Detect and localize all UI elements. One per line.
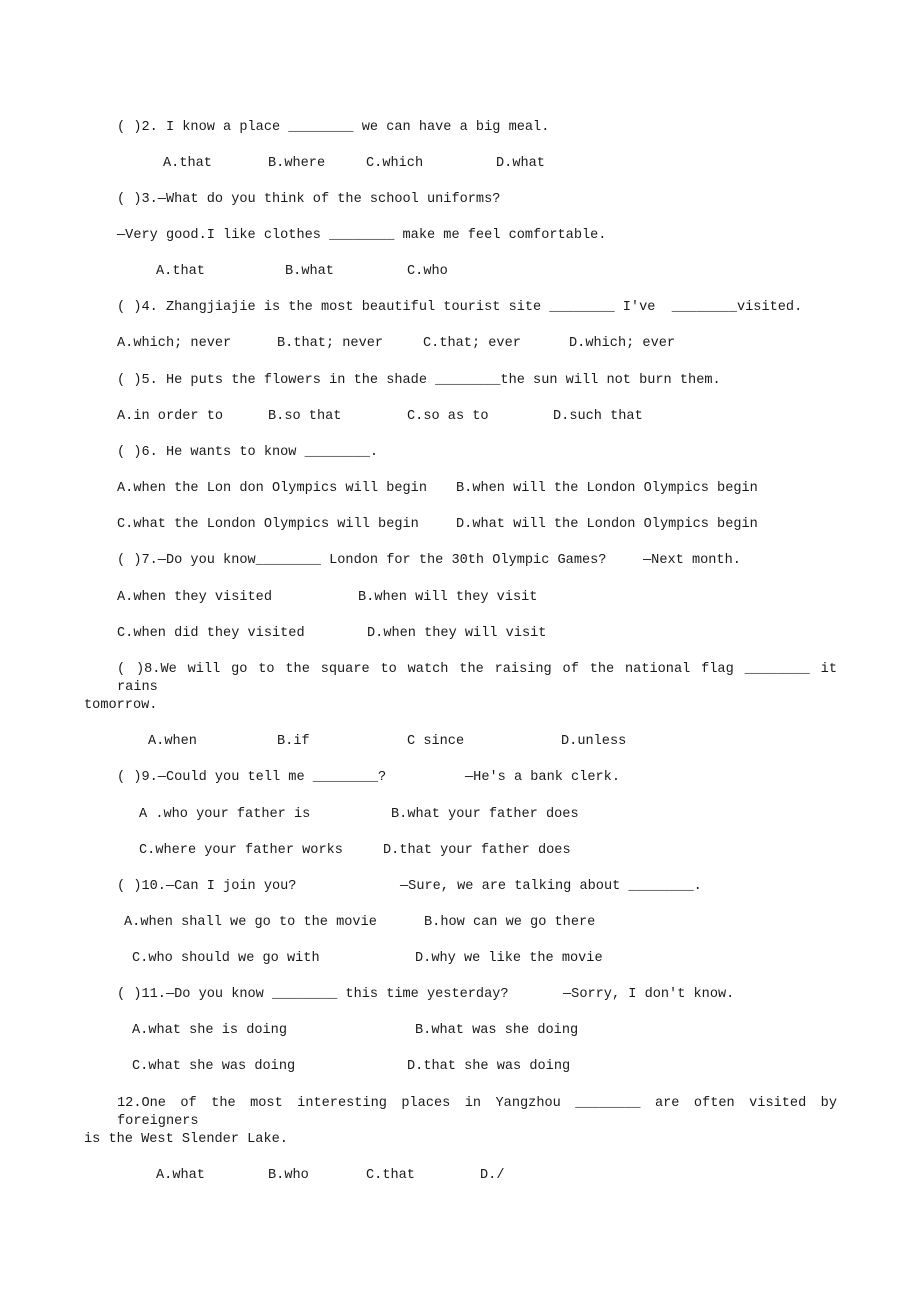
option-b: B.what [285, 264, 334, 279]
option-c: C.what the London Olympics will begin [117, 517, 419, 532]
option-b: B.if [277, 734, 310, 749]
option-d: D.what will the London Olympics begin [456, 517, 758, 532]
option-d: D.such that [553, 409, 643, 424]
question-reply: —Sorry, I don't know. [563, 987, 735, 1002]
question-stem: ( )2. I know a place ________ we can have a big meal. [117, 120, 550, 135]
question-stem: ( )5. He puts the flowers in the shade ________the sun will not burn them. [117, 373, 721, 388]
option-a: A.in order to [117, 409, 224, 424]
option-c: C.when did they visited [117, 626, 305, 641]
option-a: A.what [156, 1168, 205, 1183]
option-d: D.why we like the movie [415, 951, 603, 966]
option-d: D.what [496, 156, 545, 171]
option-a: A.that [163, 156, 212, 171]
option-b: B.what was she doing [415, 1023, 579, 1038]
question-stem: ( )10.—Can I join you? [117, 879, 297, 894]
option-d: D.which; ever [569, 336, 676, 351]
question-stem: 12.One of the most interesting places in Yangzhou ________ are often visited by foreigners [117, 1096, 837, 1129]
option-c: C.where your father works [139, 843, 343, 858]
question-stem: ( )3.—What do you think of the school uniforms? [117, 192, 501, 207]
option-a: A.which; never [117, 336, 232, 351]
question-reply: —Sure, we are talking about ________. [400, 879, 702, 894]
option-a: A.what she is doing [132, 1023, 287, 1038]
option-c: C.that; ever [423, 336, 521, 351]
option-b: B.when will the London Olympics begin [456, 481, 758, 496]
question-stem: ( )6. He wants to know ________. [117, 445, 379, 460]
option-c: C.which [366, 156, 424, 171]
option-b: B.so that [268, 409, 342, 424]
option-b: B.that; never [277, 336, 384, 351]
option-d: D.that she was doing [407, 1059, 571, 1074]
option-c: C.what she was doing [132, 1059, 296, 1074]
option-b: B.who [268, 1168, 309, 1183]
question-reply: —Very good.I like clothes ________ make me feel comfortable. [117, 228, 607, 243]
question-stem: ( )7.—Do you know________ London for the 30th Olympic Games? [117, 553, 607, 568]
option-a: A.when [148, 734, 197, 749]
question-stem: ( )9.—Could you tell me ________? [117, 770, 387, 785]
option-c: C.who [407, 264, 448, 279]
option-d: D.that your father does [383, 843, 571, 858]
option-b: B.what your father does [391, 807, 579, 822]
question-stem-continued: is the West Slender Lake. [84, 1132, 288, 1147]
option-b: B.where [268, 156, 326, 171]
option-a: A.when shall we go to the movie [124, 915, 377, 930]
option-b: B.when will they visit [358, 590, 538, 605]
question-stem: ( )4. Zhangjiajie is the most beautiful tourist site ________ I've ________visited. [117, 300, 803, 315]
option-d: D.unless [561, 734, 627, 749]
option-a: A.when the Lon don Olympics will begin [117, 481, 427, 496]
option-c: C.so as to [407, 409, 489, 424]
option-b: B.how can we go there [424, 915, 596, 930]
question-reply: —Next month. [643, 553, 741, 568]
question-reply: —He's a bank clerk. [465, 770, 620, 785]
option-c: C since [407, 734, 465, 749]
question-stem: ( )8.We will go to the square to watch the raising of the national flag ________ it rains [117, 662, 837, 695]
option-a: A .who your father is [139, 807, 311, 822]
option-c: C.that [366, 1168, 415, 1183]
option-a: A.that [156, 264, 205, 279]
question-stem: ( )11.—Do you know ________ this time yesterday? [117, 987, 509, 1002]
option-c: C.who should we go with [132, 951, 320, 966]
option-d: D./ [480, 1168, 505, 1183]
option-a: A.when they visited [117, 590, 272, 605]
option-d: D.when they will visit [367, 626, 547, 641]
question-stem-continued: tomorrow. [84, 698, 158, 713]
